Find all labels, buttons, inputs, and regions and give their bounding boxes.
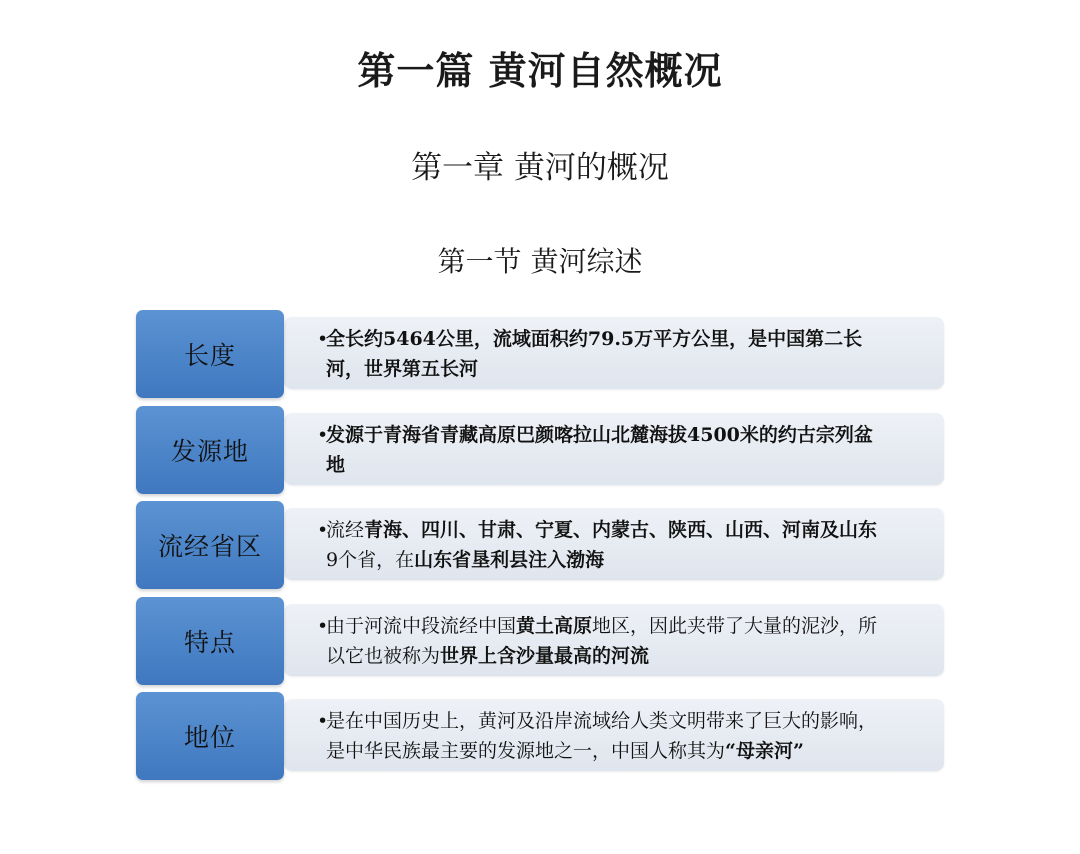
description-text bbox=[317, 706, 886, 766]
row-provinces bbox=[136, 501, 948, 589]
desc-segment: 由于河流中段流经中国 bbox=[326, 614, 517, 637]
desc-segment-bold: “母亲河” bbox=[725, 740, 804, 762]
label-box bbox=[136, 310, 284, 398]
row-source bbox=[136, 406, 948, 494]
desc-segment: 发源于青海省青藏高原巴颜喀拉山北麓海拔4500米的约古宗列盆地 bbox=[326, 423, 873, 476]
desc-segment-bold: 青海、四川、甘肃、宁夏、内蒙古、陕西、山西、河南及山东 bbox=[364, 519, 878, 541]
summary-table bbox=[136, 310, 948, 788]
desc-segment: 9个省，在 bbox=[326, 549, 415, 571]
description-text bbox=[317, 420, 886, 480]
desc-segment: 全长约5464公里，流域面积约79.5万平方公里，是中国第二长河，世界第五长河 bbox=[326, 328, 863, 380]
row-features bbox=[136, 597, 948, 685]
section-title: 第一节 黄河综述 bbox=[437, 245, 643, 278]
description-text bbox=[317, 515, 886, 575]
bullet-icon: • bbox=[317, 614, 329, 637]
row-length bbox=[136, 310, 948, 398]
bullet-icon: • bbox=[317, 328, 329, 350]
desc-segment: 是在中国历史上，黄河及沿岸流域给人类文明带来了巨大的影响，是中华民族最主要的发源地之一，中国人称其为 bbox=[326, 710, 878, 762]
label-box bbox=[136, 597, 284, 685]
desc-segment: 地区，因此夹带了大量的泥沙，所以它也被称为 bbox=[326, 614, 878, 667]
chapter-title: 第一章 黄河的概况 bbox=[411, 150, 669, 186]
description-text bbox=[317, 324, 886, 384]
row-label: 发源地 bbox=[170, 436, 249, 466]
label-box bbox=[136, 501, 284, 589]
bullet-icon: • bbox=[317, 423, 329, 446]
row-label: 流经省区 bbox=[157, 532, 262, 561]
description-text bbox=[317, 611, 886, 671]
bullet-icon: • bbox=[317, 519, 329, 541]
desc-segment-bold: 山东省垦利县注入渤海 bbox=[414, 549, 605, 571]
part-title: 第一篇 黄河自然概况 bbox=[357, 49, 723, 93]
row-label: 地位 bbox=[183, 723, 236, 752]
label-box bbox=[136, 406, 284, 494]
desc-segment: 流经 bbox=[326, 519, 365, 541]
bullet-icon: • bbox=[317, 710, 329, 732]
desc-segment-bold: 世界上含沙量最高的河流 bbox=[440, 644, 650, 667]
desc-segment-bold: 黄土高原 bbox=[516, 614, 593, 637]
row-label: 特点 bbox=[183, 627, 236, 657]
label-box bbox=[136, 692, 284, 780]
row-label: 长度 bbox=[183, 341, 236, 370]
row-status bbox=[136, 692, 948, 780]
